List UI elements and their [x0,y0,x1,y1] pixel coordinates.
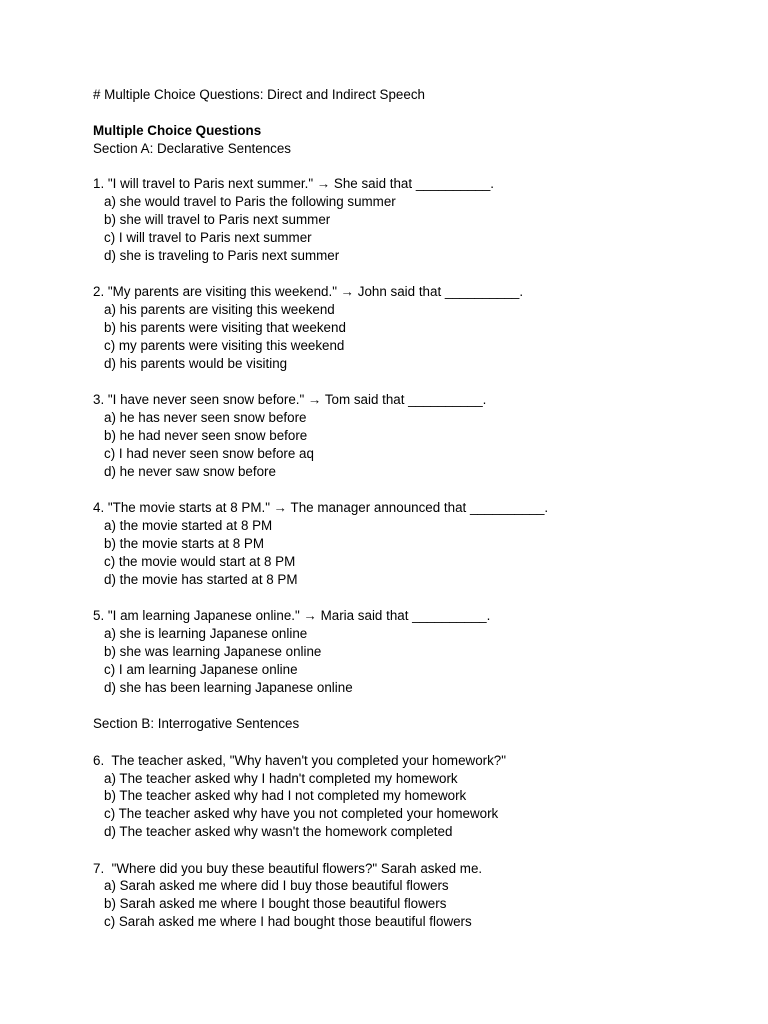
question-2 [93,283,733,372]
question-prompt: 6. The teacher asked, "Why haven't you completed your homework?" [93,752,507,768]
option-d: d) he never saw snow before [104,463,276,479]
question-prompt: 5. "I am learning Japanese online." → Maria said that __________. [93,608,491,624]
option-b: b) she will travel to Paris next summer [104,212,331,228]
option-d: d) she is traveling to Paris next summer [104,248,340,264]
question-3 [93,391,733,480]
option-d: d) The teacher asked why wasn't the homework completed [104,824,453,840]
question-4 [93,499,733,588]
option-b: b) the movie starts at 8 PM [104,536,265,552]
option-c: c) I am learning Japanese online [104,661,298,677]
option-c: c) I will travel to Paris next summer [104,230,312,246]
option-a: a) she is learning Japanese online [104,626,308,642]
option-a: a) she would travel to Paris the following summer [104,194,396,210]
option-a: a) Sarah asked me where did I buy those beautiful flowers [104,878,449,894]
option-a: a) The teacher asked why I hadn't completed my homework [104,770,458,786]
question-6 [93,752,733,841]
option-c: c) the movie would start at 8 PM [104,553,296,569]
question-1 [93,175,733,264]
question-7 [93,860,733,932]
option-b: b) The teacher asked why had I not completed my homework [104,788,467,804]
option-c: c) I had never seen snow before aq [104,446,314,462]
option-b: b) his parents were visiting that weekend [104,320,346,336]
heading: Multiple Choice Questions [93,122,262,138]
question-prompt: 1. "I will travel to Paris next summer." → She said that __________. [93,176,495,192]
question-prompt: 7. "Where did you buy these beautiful flowers?" Sarah asked me. [93,860,483,876]
option-d: d) his parents would be visiting [104,355,288,371]
question-prompt: 4. "The movie starts at 8 PM." → The manager announced that __________. [93,500,549,516]
question-5 [93,607,733,696]
option-c: c) Sarah asked me where I had bought those beautiful flowers [104,914,472,930]
question-prompt: 3. "I have never seen snow before." → Tom said that __________. [93,392,487,408]
option-a: a) the movie started at 8 PM [104,518,273,534]
option-a: a) he has never seen snow before [104,410,307,426]
option-a: a) his parents are visiting this weekend [104,302,335,318]
option-d: d) the movie has started at 8 PM [104,571,298,587]
option-b: b) he had never seen snow before [104,428,308,444]
section-b-heading: Section B: Interrogative Sentences [93,716,300,732]
option-c: c) my parents were visiting this weekend [104,338,345,354]
question-prompt: 2. "My parents are visiting this weekend." → John said that __________. [93,284,524,300]
option-c: c) The teacher asked why have you not completed your homework [104,806,499,822]
option-d: d) she has been learning Japanese online [104,679,353,695]
document-body [93,86,733,931]
document-title: # Multiple Choice Questions: Direct and Indirect Speech [93,87,425,102]
option-b: b) she was learning Japanese online [104,644,322,660]
option-b: b) Sarah asked me where I bought those beautiful flowers [104,896,447,912]
section-a-heading: Section A: Declarative Sentences [93,140,291,156]
